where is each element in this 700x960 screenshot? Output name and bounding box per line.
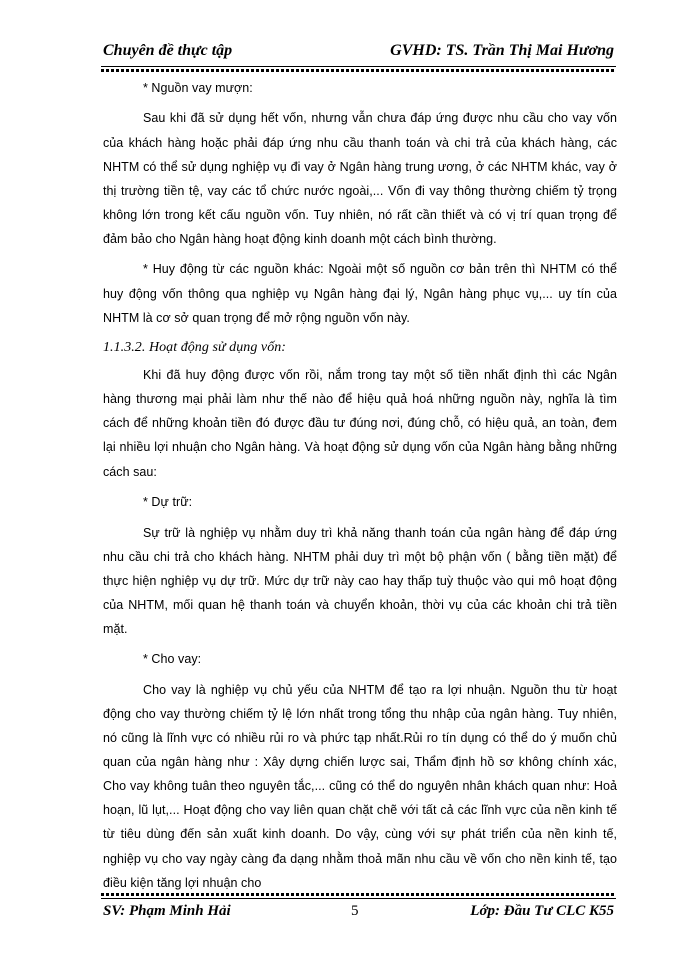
header-rule-dotted (101, 69, 616, 72)
paragraph-lending-label: * Cho vay: (143, 652, 202, 667)
paragraph-borrowed-sources: Sau khi đã sử dụng hết vốn, nhưng vẫn chưa đáp ứng được nhu cầu cho vay vốn của khách hàng hoặc phải đáp ứng nhu cầu thanh toán và chi trả của khách hàng, các NHTM có thể sử dụng nghiệp vụ đi vay ở Ngân hàng trung ương, ở các NHTM khác, vay ở thị trường tiền tệ, vay các tổ chức nước ngoài,... Vốn đi vay thông thường chiếm tỷ trọng không lớn trong kết cấu nguồn vốn. Tuy nhiên, nó rất cần thiết và có vị trí quan trọng để đảm bảo cho Ngân hàng hoạt động kinh doanh một cách bình thường. (103, 111, 617, 246)
document-body (103, 76, 617, 901)
paragraph-lending: Cho vay là nghiệp vụ chủ yếu của NHTM để tạo ra lợi nhuận. Nguồn thu từ hoạt động cho vay thường chiếm tỷ lệ lớn nhất trong tổng thu nhập của ngân hàng. Tuy nhiên, nó cũng là lĩnh vực có nhiều rủi ro và phức tạp nhất.Rủi ro tín dụng có thể do ý muốn chủ quan của ngân hàng như : Xây dựng chiến lược sai, Thẩm định hồ sơ không chính xác, Cho vay không tuân theo nguyên tắc,... cũng có thể do nguyên nhân khách quan như: Hoả hoạn, lũ lụt,... Hoạt động cho vay liên quan chặt chẽ với tất cả các lĩnh vực của nền kinh tế từ tiêu dùng đến sản xuất kinh doanh. Do vậy, cùng với sự phát triển của nền kinh tế, nghiệp vụ cho vay ngày càng đa dạng nhằm thoả mãn nhu cầu về vốn cho nền kinh tế, tạo điều kiện tăng lợi nhuận cho (103, 682, 617, 890)
footer-rule-thin (101, 898, 616, 899)
header-course-title: Chuyên đề thực tập (103, 42, 233, 59)
paragraph-borrowed-sources-label: * Nguồn vay mượn: (143, 81, 253, 95)
header-rule-thin (101, 66, 616, 67)
paragraph-reserve: Sự trữ là nghiệp vụ nhằm duy trì khả năng thanh toán của ngân hàng để đáp ứng nhu cầu chi trả cho khách hàng. NHTM phải duy trì một bộ phận vốn ( bằng tiền mặt) để thực hiện nghiệp vụ dự trữ. Mức dự trữ này cao hay thấp tuỳ thuộc vào qui mô hoạt động của NHTM, mối quan hệ thanh toán và chuyển khoản, thời vụ của các khoản chi trả tiền mặt. (103, 525, 617, 636)
footer-student-name: SV: Phạm Minh Hải (103, 903, 231, 919)
page-header (103, 40, 614, 66)
paragraph-capital-use-intro: Khi đã huy động được vốn rồi, nắm trong tay một số tiền nhất định thì các Ngân hàng thương mại phải làm như thế nào để hiệu quả hoá những nguồn này, nghĩa là tìm cách để những khoản tiền đó được đầu tư đúng nơi, đúng chỗ, có hiệu quả, an toàn, đem lại nhiều lợi nhuận cho Ngân hàng. Và hoạt động sử dụng vốn của Ngân hàng bằng những cách sau: (103, 368, 617, 479)
footer-class-name: Lớp: Đầu Tư CLC K55 (470, 903, 614, 919)
section-heading-capital-use: 1.1.3.2. Hoạt động sử dụng vốn: (103, 340, 287, 356)
paragraph-other-sources: * Huy động từ các nguồn khác: Ngoài một số nguồn cơ bản trên thì NHTM có thể huy động vốn thông qua nghiệp vụ Ngân hàng đại lý, Ngân hàng phục vụ,... uy tín của NHTM là cơ sở quan trọng để mở rộng nguồn vốn này. (103, 262, 617, 325)
header-advisor: GVHD: TS. Trần Thị Mai Hương (390, 42, 614, 59)
paragraph-reserve-label: * Dự trữ: (143, 495, 193, 510)
page-footer (103, 903, 614, 927)
footer-rule-dotted (101, 893, 616, 896)
page-number: 5 (351, 903, 359, 919)
